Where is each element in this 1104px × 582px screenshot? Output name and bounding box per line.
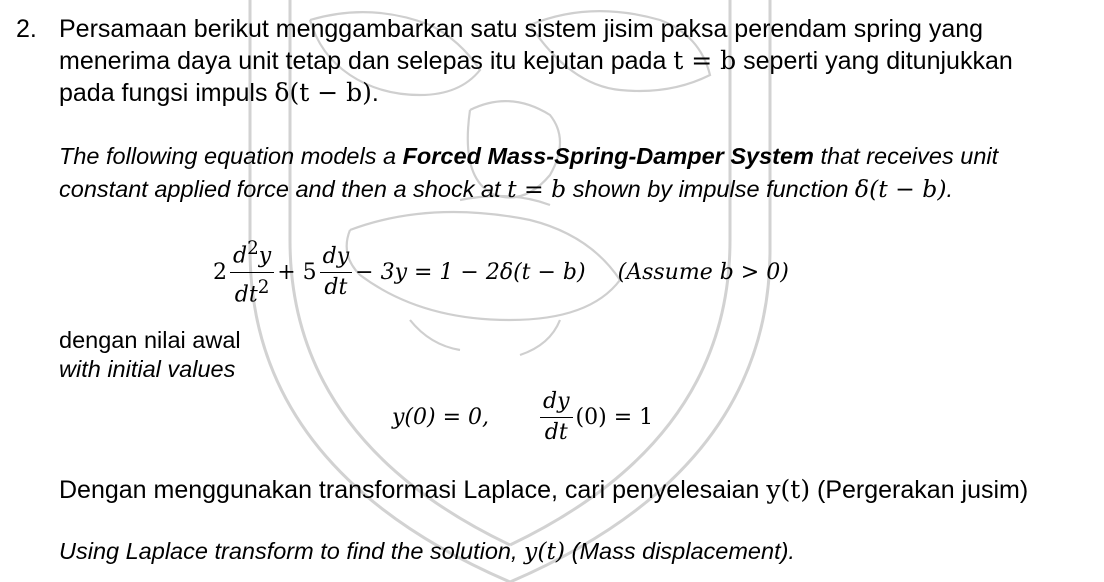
question-malay [59,14,1069,109]
question-malay-impulse: δ(t − b) [274,78,372,107]
task-malay: Dengan menggunakan transformasi Laplace, cari penyelesaian y(t) (Pergerakan jusim) [59,475,1029,504]
initial-values-malay: dengan nilai awal [59,327,241,353]
question-english-impulse: δ(t − b) [854,175,947,203]
question-english-condition: t = b [507,175,567,203]
initial-condition-dy: (0) = 1 [575,404,654,430]
initial-values-english: with initial values [59,356,236,382]
equation-remainder: − 3y = 1 − 2δ(t − b) [355,259,586,285]
question-english-mid-2: shown by impulse function [566,176,855,202]
question-number: 2. [16,15,37,43]
second-derivative-denominator: $dt^2$ [234,276,270,307]
question-english [59,140,1069,206]
question-english-end: . [946,176,954,202]
equation-plus-five: + 5 [277,259,317,285]
second-derivative-fraction [230,234,274,310]
question-malay-condition: t = b [673,46,737,75]
initial-conditions [392,384,653,450]
question-english-bold: Forced Mass-Spring-Damper System [402,143,814,169]
task-english: Using Laplace transform to find the solution, y(t) (Mass displacement). [59,537,795,565]
equation-assumption: (Assume b > 0) [617,259,789,285]
initial-derivative-fraction: $\frac{dy}{dt}$ [540,387,573,448]
task-english-function: y(t) [524,537,566,565]
second-derivative-numerator: $d^2y$ [230,234,274,272]
initial-condition-y: y(0) = 0, [392,404,490,430]
question-malay-end: . [371,79,379,107]
question-malay-text: Persamaan berikut menggambarkan satu sistem jisim paksa perendam spring yang menerima daya unit tetap dan selepas itu kejutan pada [59,15,984,75]
task-malay-function: y(t) [766,475,811,504]
differential-equation [213,236,789,308]
equation-coefficient: 2 [213,259,227,285]
question-english-pre: The following equation models a [59,143,403,169]
question-malay-text-2: seperti yang ditunjukkan pada fungsi impuls [59,47,1013,107]
question-english-mid: that receives unit constant applied force and then a shock at [59,143,999,202]
first-derivative-fraction: $\frac{dy}{dt}$ [320,242,353,303]
